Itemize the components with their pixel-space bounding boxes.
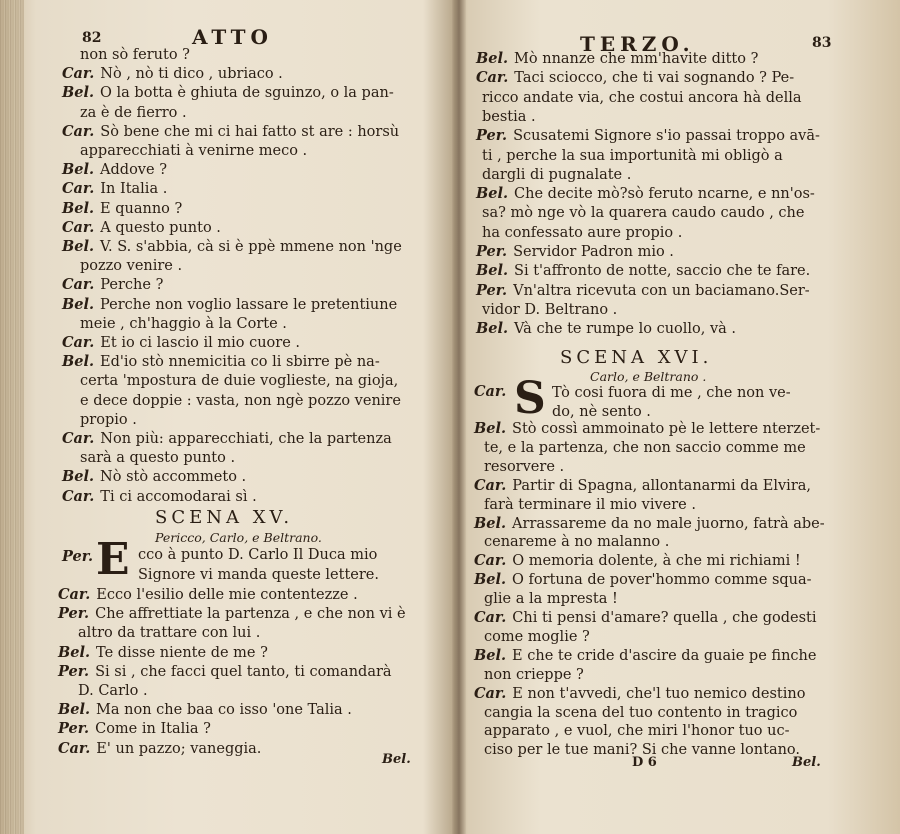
- dialogue-line: [476, 69, 794, 87]
- scene-title: SCENA XVI.: [560, 347, 713, 368]
- line-text: Taci sciocco, che ti vai sognando ? Pe-: [514, 70, 795, 87]
- dialogue-line: [62, 296, 397, 314]
- speaker-label: Car.: [474, 552, 507, 570]
- line-text: apparecchiati à venirne meco .: [80, 143, 308, 159]
- dialogue-line: [482, 108, 536, 126]
- speaker-label: Car.: [62, 180, 95, 198]
- dialogue-line: [80, 449, 235, 467]
- dialogue-line: [62, 219, 221, 237]
- speaker-label: Bel.: [62, 199, 95, 217]
- line-text: e dece doppie : vasta, non ngè pozzo venire: [80, 392, 401, 409]
- line-text: Sò bene che mi ci hai fatto st are : horsù: [100, 123, 400, 140]
- speaker-label: Bel.: [58, 701, 91, 719]
- line-text: Addove ?: [100, 162, 167, 179]
- line-text: Si t'affronto de notte, saccio che te fare.: [514, 263, 811, 280]
- line-text: ti , perche la sua importunità mi obligò a: [482, 147, 783, 164]
- line-text: Scusatemi Signore s'io passai troppo avā-: [513, 128, 820, 145]
- page-number: 82: [82, 30, 102, 46]
- speaker-label: Car.: [62, 218, 95, 236]
- speaker-label: Bel.: [476, 320, 509, 338]
- line-text: meie , ch'haggio à la Corte .: [80, 315, 287, 332]
- dialogue-line: [58, 663, 392, 681]
- line-text: bestia .: [482, 108, 536, 125]
- line-text: glie a la mpresta !: [484, 591, 618, 608]
- line-text: Perche non voglio lassare le pretentiune: [100, 296, 398, 313]
- line-text: come moglie ?: [484, 628, 590, 645]
- scene-title: SCENA XV.: [155, 507, 294, 528]
- line-text: Te disse niente de me ?: [96, 644, 268, 661]
- line-text: Servidor Padron mio .: [513, 244, 674, 260]
- speaker-label: Bel.: [476, 262, 509, 280]
- speaker-label: Per.: [58, 662, 90, 680]
- dialogue-line: [78, 624, 260, 642]
- dialogue-line: [474, 420, 820, 438]
- line-text: O memoria dolente, à che mi richiami !: [512, 553, 801, 570]
- drop-cap: E: [96, 534, 130, 585]
- dialogue-line: [484, 496, 696, 514]
- dialogue-line: [482, 89, 802, 107]
- dialogue-line: [80, 142, 307, 160]
- catchword: Bel.: [382, 752, 411, 767]
- dialogue-line: [62, 468, 246, 486]
- dialogue-line: cco à punto D. Carlo Il Duca mio: [138, 547, 378, 563]
- drop-cap: S: [514, 373, 546, 424]
- speaker-label: Bel.: [474, 571, 507, 589]
- speaker-label: Car.: [474, 476, 507, 494]
- dialogue-line: [62, 200, 182, 218]
- speaker-label: Bel.: [62, 295, 95, 313]
- dialogue-line: [474, 477, 811, 495]
- dialogue-line: [474, 515, 825, 533]
- dialogue-line: [62, 488, 257, 506]
- dialogue-line: [474, 571, 812, 589]
- dialogue-line: [80, 46, 190, 64]
- speaker-label: Bel.: [58, 643, 91, 661]
- dialogue-line: [80, 257, 182, 275]
- line-text: Partir di Spagna, allontanarmi da Elvira,: [512, 477, 811, 494]
- line-text: Si si , che facci quel tanto, ti comandarà: [95, 663, 392, 680]
- line-text: A questo punto .: [100, 219, 221, 236]
- line-text: Che decite mò?sò feruto ncarne, e nn'os-: [514, 186, 815, 203]
- line-text: Ti ci accomodarai sì .: [100, 488, 257, 505]
- dialogue-line: [474, 685, 805, 703]
- line-text: sarà a questo punto .: [80, 450, 236, 467]
- dialogue-line: [62, 65, 283, 83]
- line-text: Ed'io stò nnemicitia co li sbirre pè na-: [100, 354, 380, 371]
- dialogue-line: [484, 704, 797, 722]
- dialogue-line: [474, 647, 816, 665]
- line-text: dargli di pugnalate .: [482, 166, 632, 183]
- dialogue-line: [482, 204, 804, 222]
- dialogue-line: [484, 533, 669, 551]
- speaker-label: Per.: [58, 720, 90, 738]
- line-text: Ecco l'esilio delle mie contentezze .: [96, 587, 358, 603]
- dialogue-line: [476, 185, 815, 203]
- line-text: ciso per le tue mani? Si che vanne lontano.: [484, 742, 801, 759]
- speaker-label: Bel.: [474, 514, 507, 532]
- line-text: te, e la partenza, che non saccio comme me: [484, 439, 806, 456]
- line-text: Che affrettiate la partenza , e che non vi è: [95, 606, 406, 623]
- line-text: E quanno ?: [100, 200, 183, 217]
- line-text: Chi ti pensi d'amare? quella , che godesti: [512, 610, 817, 626]
- dialogue-line: do, nè sento .: [552, 404, 651, 420]
- dialogue-line: [62, 430, 392, 448]
- line-text: D. Carlo .: [78, 683, 148, 699]
- speaker-label: Per.: [476, 281, 508, 299]
- line-text: resorvere .: [484, 458, 565, 475]
- dialogue-line: [58, 605, 406, 623]
- dialogue-line: [62, 238, 402, 256]
- speaker-label: Car.: [58, 739, 91, 757]
- speaker-label: Per.: [62, 548, 94, 565]
- dialogue-line: [62, 161, 167, 179]
- line-text: Et io ci lascio il mio cuore .: [100, 335, 301, 351]
- dialogue-line: [482, 224, 682, 242]
- speaker-label: Car.: [474, 684, 507, 702]
- line-text: vidor D. Beltrano .: [482, 301, 618, 318]
- speaker-label: Bel.: [474, 646, 507, 664]
- dialogue-line: [62, 353, 380, 371]
- dialogue-line: [80, 315, 287, 333]
- signature-mark: D 6: [632, 755, 657, 770]
- dialogue-line: [58, 720, 211, 738]
- speaker-label: Car.: [62, 430, 95, 447]
- line-text: altro da trattare con lui .: [78, 625, 261, 642]
- line-text: O fortuna de pover'hommo comme squa-: [512, 572, 812, 589]
- dialogue-line: [58, 740, 261, 758]
- speaker-label: Bel.: [62, 353, 95, 371]
- line-text: E' un pazzo; vaneggia.: [96, 740, 262, 757]
- dialogue-line: [78, 682, 148, 700]
- line-text: ha confessato aure propio .: [482, 224, 683, 241]
- line-text: non crieppe ?: [484, 666, 584, 683]
- speaker-label: Bel.: [62, 161, 95, 179]
- dialogue-line: [476, 127, 820, 145]
- dialogue-line: [62, 180, 167, 198]
- speaker-label: Car.: [476, 69, 509, 87]
- right-page: [462, 0, 900, 834]
- speaker-label: Bel.: [476, 50, 509, 67]
- line-text: non sò feruto ?: [80, 47, 190, 63]
- speaker-label: Car.: [474, 609, 507, 626]
- scene-cast: Pericco, Carlo, e Beltrano.: [155, 530, 322, 545]
- dialogue-line: [80, 411, 137, 429]
- dialogue-line: [62, 334, 300, 352]
- line-text: O la botta è ghiuta de sguinzo, o la pan-: [100, 85, 394, 102]
- dialogue-line: [474, 552, 801, 570]
- dialogue-line: [80, 372, 398, 390]
- line-text: sa? mò nge vò la quarera caudo caudo , che: [482, 205, 805, 222]
- dialogue-line: [474, 609, 817, 627]
- line-text: Perche ?: [100, 277, 164, 294]
- dialogue-line: [476, 282, 810, 300]
- dialogue-line: [80, 104, 187, 122]
- speaker-label: Per.: [476, 127, 508, 145]
- dialogue-line: Signore vi manda queste lettere.: [138, 567, 379, 583]
- dialogue-line: [482, 301, 617, 319]
- line-text: V. S. s'abbia, cà si è ppè mmene non 'nge: [100, 239, 402, 255]
- dialogue-line: [476, 320, 736, 338]
- line-text: Và che te rumpe lo cuollo, và .: [514, 321, 737, 338]
- dialogue-line: [484, 628, 590, 646]
- line-text: farà terminare il mio vivere .: [484, 496, 696, 513]
- running-header: TERZO.: [580, 32, 695, 56]
- line-text: cenareme à no malanno .: [484, 534, 670, 551]
- line-text: E che te cride d'ascire da guaie pe finche: [512, 647, 817, 664]
- line-text: In Italia .: [100, 181, 168, 198]
- line-text: Nò , nò ti dico , ubriaco .: [100, 66, 283, 83]
- dialogue-line: [62, 276, 163, 294]
- speaker-label: Bel.: [62, 84, 95, 102]
- speaker-label: Bel.: [62, 468, 95, 486]
- page-number: 83: [812, 35, 832, 51]
- line-text: za è de fierro .: [80, 104, 187, 121]
- dialogue-line: [484, 590, 618, 608]
- dialogue-line: [482, 166, 631, 184]
- line-text: Vn'altra ricevuta con un baciamano.Ser-: [513, 282, 810, 299]
- speaker-label: Car.: [62, 122, 95, 140]
- dialogue-line: [80, 392, 401, 410]
- dialogue-line: [62, 84, 394, 102]
- dialogue-line: Tò cosi fuora di me , che non ve-: [552, 385, 791, 401]
- line-text: propio .: [80, 411, 137, 428]
- dialogue-line: [484, 722, 790, 740]
- speaker-label: Per.: [58, 605, 90, 623]
- speaker-label: Bel.: [62, 238, 95, 255]
- line-text: pozzo venire .: [80, 258, 183, 275]
- dialogue-line: [476, 243, 674, 261]
- speaker-label: Car.: [62, 334, 95, 351]
- dialogue-line: [58, 644, 268, 662]
- dialogue-line: [482, 147, 783, 165]
- line-text: E non t'avvedi, che'l tuo nemico destino: [512, 685, 806, 702]
- speaker-label: Car.: [58, 586, 91, 603]
- speaker-label: Car.: [474, 383, 507, 400]
- speaker-label: Bel.: [476, 185, 509, 203]
- dialogue-line: [484, 458, 564, 476]
- catchword: Bel.: [792, 755, 821, 770]
- line-text: Nò stò accommeto .: [100, 469, 247, 486]
- speaker-label: Car.: [62, 487, 95, 505]
- line-text: certa 'mpostura de duie voglieste, na gioja,: [80, 373, 399, 390]
- speaker-label: Car.: [62, 65, 95, 83]
- dialogue-line: [476, 50, 758, 68]
- line-text: Stò cossì ammoinato pè le lettere nterzet-: [512, 421, 821, 437]
- line-text: Non più: apparecchiati, che la partenza: [100, 431, 392, 447]
- dialogue-line: [58, 586, 358, 604]
- speaker-label: Bel.: [474, 420, 507, 437]
- line-text: cangia la scena del tuo contento in tragico: [484, 704, 798, 721]
- line-text: ricco andate via, che costui ancora hà della: [482, 89, 802, 106]
- speaker-label: Car.: [62, 276, 95, 294]
- line-text: Come in Italia ?: [95, 721, 211, 738]
- dialogue-line: [484, 666, 584, 684]
- dialogue-line: [484, 439, 806, 457]
- scene-cast: Carlo, e Beltrano .: [590, 369, 707, 384]
- line-text: Arrassareme da no male juorno, fatrà abe-: [512, 515, 825, 532]
- dialogue-line: [62, 123, 399, 141]
- line-text: Mò nnanze che mm'havite ditto ?: [514, 51, 759, 67]
- dialogue-line: [58, 701, 352, 719]
- speaker-label: Per.: [476, 243, 508, 260]
- dialogue-line: [476, 262, 810, 280]
- line-text: Ma non che baa co isso 'one Talia .: [96, 702, 352, 719]
- running-header: ATTO: [192, 25, 273, 49]
- line-text: apparato , e vuol, che miri l'honor tuo uc-: [484, 723, 790, 740]
